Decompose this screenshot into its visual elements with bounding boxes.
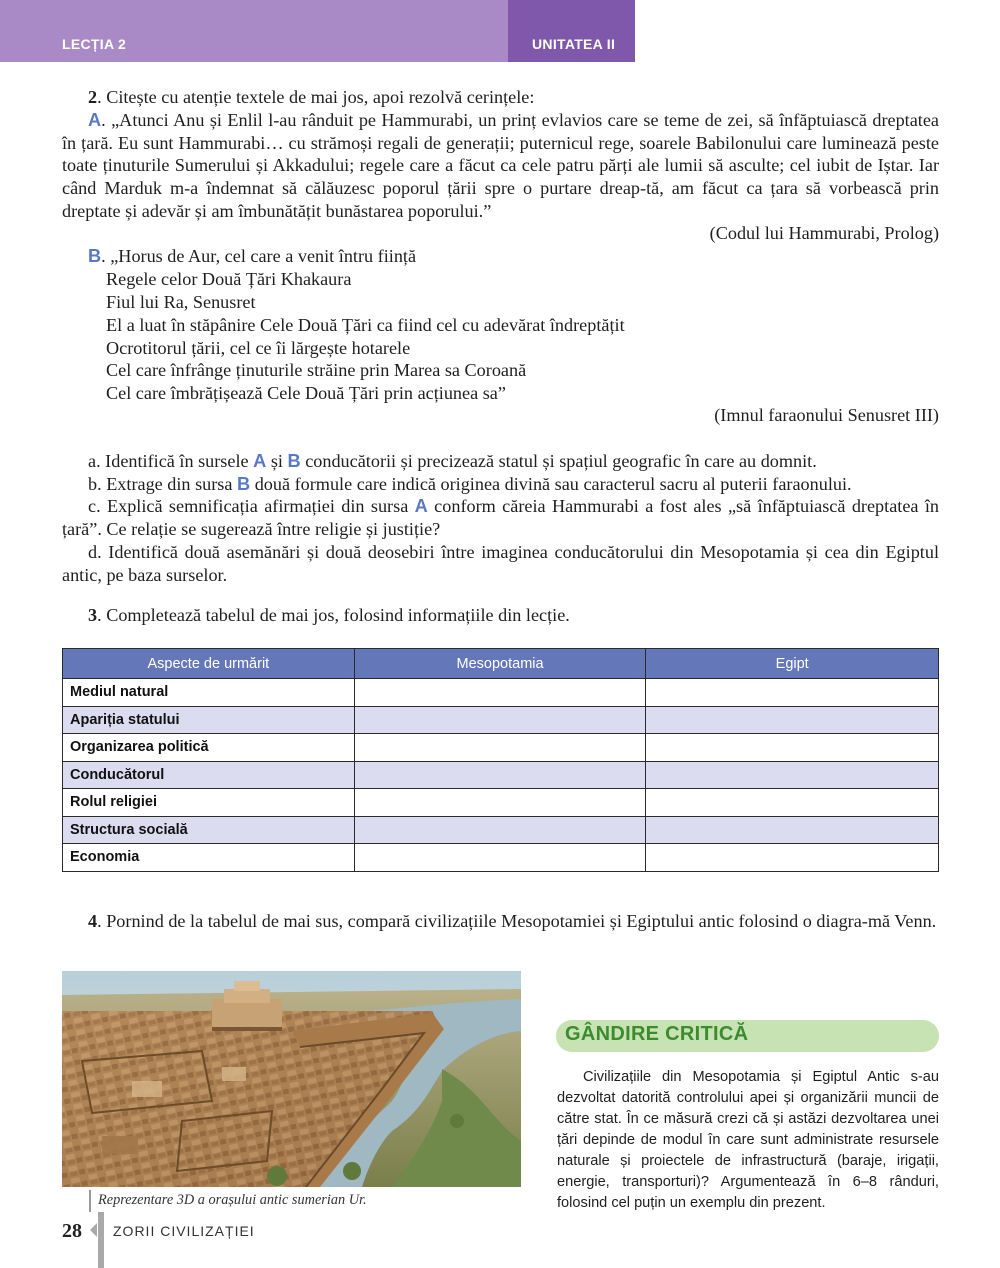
source-b-line-1 — [88, 245, 939, 268]
table-cell-mesopotamia[interactable] — [354, 761, 646, 789]
source-b-line-3: Fiul lui Ra, Senusret — [106, 292, 256, 312]
table-row — [63, 761, 939, 789]
table-header-mesopotamia: Mesopotamia — [354, 649, 646, 679]
table-row-label: Mediul natural — [63, 679, 355, 707]
table-row — [63, 679, 939, 707]
ex4-instruction — [62, 910, 939, 933]
image-caption: Reprezentare 3D a orașului antic sumerian Ur. — [98, 1192, 367, 1208]
source-a-mark: A — [88, 110, 102, 130]
header-lesson-band — [0, 0, 508, 62]
source-b-line-6: Cel care înfrânge ținuturile străine prin Marea sa Coroană — [106, 360, 527, 380]
comparison-table — [62, 648, 939, 872]
question-a-mark-a: A — [253, 451, 267, 471]
question-c-mark-a: A — [414, 496, 428, 516]
table-cell-mesopotamia[interactable] — [354, 679, 646, 707]
table-cell-mesopotamia[interactable] — [354, 844, 646, 872]
table-cell-mesopotamia[interactable] — [354, 706, 646, 734]
table-row — [63, 789, 939, 817]
table-row-label: Apariția statului — [63, 706, 355, 734]
source-b-line-5: Ocrotitorul țării, cel ce îi lărgește hotarele — [106, 338, 411, 358]
source-b-reference: (Imnul faraonului Senusret III) — [714, 405, 939, 425]
table-cell-mesopotamia[interactable] — [354, 789, 646, 817]
table-cell-egypt[interactable] — [646, 789, 939, 817]
question-a-mark-b: B — [287, 451, 301, 471]
header-unit-band — [508, 0, 635, 62]
question-a-text-2: și — [266, 451, 288, 471]
ex2-number: 2 — [88, 87, 98, 107]
book-title: ZORII CIVILIZAȚIEI — [113, 1223, 255, 1239]
table-cell-egypt[interactable] — [646, 844, 939, 872]
ex2-intro — [88, 86, 939, 109]
unit-label: UNITATEA II — [532, 36, 616, 52]
critical-thinking-title: GÂNDIRE CRITICĂ — [565, 1023, 749, 1045]
table-row-label: Economia — [63, 844, 355, 872]
table-row-label: Rolul religiei — [63, 789, 355, 817]
table-cell-mesopotamia[interactable] — [354, 734, 646, 762]
table-cell-egypt[interactable] — [646, 679, 939, 707]
ur-city-illustration — [62, 971, 521, 1187]
source-b-mark: B — [88, 246, 102, 266]
source-b-text-1: . „Horus de Aur, cel care a venit întru ființă — [101, 246, 417, 266]
question-a — [88, 450, 939, 473]
source-a-paragraph — [62, 109, 939, 223]
question-a-text-1: a. Identifică în sursele — [88, 451, 254, 471]
table-header-egypt: Egipt — [646, 649, 939, 679]
table-cell-mesopotamia[interactable] — [354, 816, 646, 844]
table-row — [63, 844, 939, 872]
table-row — [63, 816, 939, 844]
table-row-label: Conducătorul — [63, 761, 355, 789]
table-cell-egypt[interactable] — [646, 734, 939, 762]
ex3-text: . Completează tabelul de mai jos, folosind informațiile din lecție. — [97, 605, 570, 625]
table-header-row — [63, 649, 939, 679]
ex4-text: . Pornind de la tabelul de mai sus, compară civilizațiile Mesopotamiei și Egiptului antic folosind o diagra-mă Venn. — [97, 911, 937, 931]
question-b-text-2: două formule care indică originea divină sau caracterul sacru al puterii faraonului. — [250, 474, 852, 494]
question-b-mark-b: B — [237, 474, 251, 494]
question-a-text-3: conducătorii și precizează statul și spațiul geografic în care au domnit. — [300, 451, 817, 471]
caption-bar — [89, 1190, 91, 1212]
source-b-line-2: Regele celor Două Țări Khakaura — [106, 269, 352, 289]
question-c-text-1: c. Explică semnificația afirmației din sursa — [88, 496, 415, 516]
source-a-reference: (Codul lui Hammurabi, Prolog) — [709, 223, 939, 243]
table-row-label: Organizarea politică — [63, 734, 355, 762]
ex2-intro-text: . Citește cu atenție textele de mai jos, apoi rezolvă cerințele: — [97, 87, 535, 107]
table-row — [63, 734, 939, 762]
question-c — [62, 495, 939, 540]
question-d: d. Identifică două asemănări și două deosebiri între imaginea conducătorului din Mesopotamia și cea din Egiptul antic, pe baza surselor. — [62, 542, 939, 585]
table-cell-egypt[interactable] — [646, 706, 939, 734]
lesson-label: LECȚIA 2 — [62, 36, 127, 52]
table-cell-egypt[interactable] — [646, 816, 939, 844]
page-arrow-icon — [90, 1223, 97, 1237]
table-header-aspects: Aspecte de urmărit — [63, 649, 355, 679]
question-c-text-2: conform căreia Hammurabi a fost ales „să înfăptuiască dreptatea în țară”. Ce relație se sugerează între religie și justiție? — [62, 496, 940, 539]
table-row — [63, 706, 939, 734]
footer-bar — [98, 1212, 104, 1268]
ex3-number: 3 — [88, 605, 98, 625]
table-row-label: Structura socială — [63, 816, 355, 844]
question-b-text-1: b. Extrage din sursa — [88, 474, 237, 494]
page-number: 28 — [62, 1220, 82, 1242]
source-b-line-4: El a luat în stăpânire Cele Două Țări ca fiind cel cu adevărat îndreptățit — [106, 315, 625, 335]
ex4-number: 4 — [88, 911, 98, 931]
question-b — [88, 473, 939, 496]
table-cell-egypt[interactable] — [646, 761, 939, 789]
ex3-instruction — [88, 604, 939, 627]
source-b-line-7: Cel care îmbrățișează Cele Două Țări prin acțiunea sa” — [106, 383, 506, 403]
critical-thinking-text: Civilizațiile din Mesopotamia și Egiptul Antic s-au dezvoltat datorită controlului apei și organizării muncii de către stat. În ce măsură crezi că și astăzi dezvoltarea unei țări depinde de modul în care sunt administrate resursele naturale și proiectele de infrastructură (baraje, irigații, energie, transporturi)? Argumentează în 6–8 rânduri, folosind cel puțin un exemplu din prezent. — [557, 1069, 939, 1211]
source-a-text: . „Atunci Anu și Enlil l-au rânduit pe Hammurabi, un prinț evlavios care se teme de zei, să înfăptuiască dreptatea în țară. Eu sunt Hammurabi… cu strămoși regali de generații; puternicul rege, soarele Babilonului care luminează peste toate ținuturile Sumerului și Akkadului; regele care a făcut ca cele patru părți ale lumii să asculte; cel iubit de Iștar. Iar când Marduk m-a îndemnat să călăuzesc poporul țării spre o purtare dreap-tă, am făcut ca țara să vorbească prin dreptate și adevăr și am îmbunătățit bunăstarea poporului.” — [62, 110, 939, 221]
